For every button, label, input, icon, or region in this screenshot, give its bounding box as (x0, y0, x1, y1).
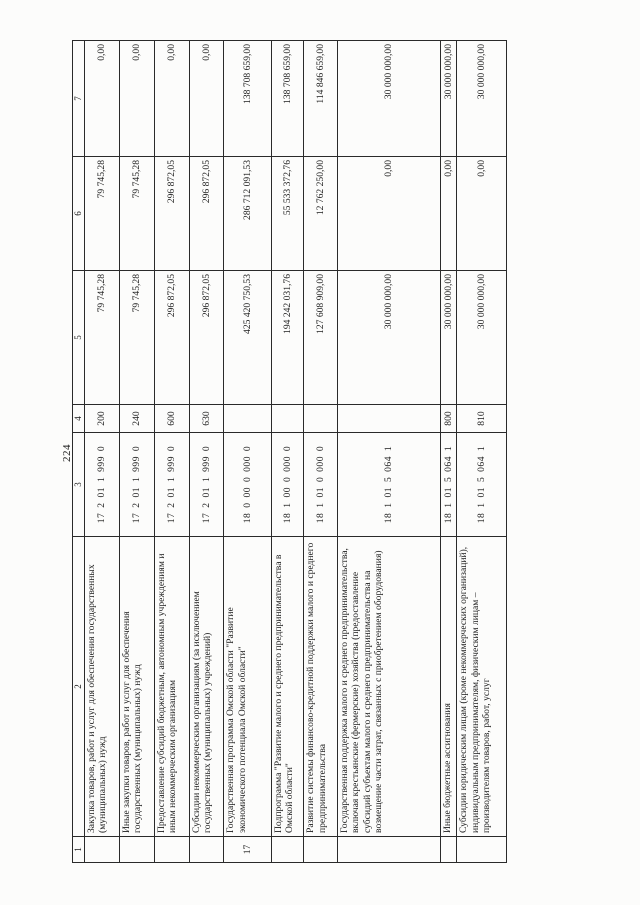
row-number (189, 837, 224, 863)
column-header: 1 (73, 837, 85, 863)
column-header: 6 (73, 157, 85, 271)
amount-regional: 296 872,05 (154, 157, 189, 271)
item-name: Иные бюджетные ассигнования (441, 537, 457, 837)
item-name: Иные закупки товаров, работ и услуг для обеспечения государственных (муниципальных) нужд (119, 537, 154, 837)
row-number (85, 837, 120, 863)
amount-total: 30 000 000,00 (457, 271, 507, 405)
table-row (189, 41, 224, 863)
amount-federal: 138 708 659,00 (224, 41, 271, 157)
budget-code: 17 2 01 1 999 0 (85, 433, 120, 537)
expense-type (337, 405, 440, 433)
table-row (119, 41, 154, 863)
expense-type: 630 (189, 405, 224, 433)
expense-type: 200 (85, 405, 120, 433)
budget-code: 18 1 01 5 064 1 (337, 433, 440, 537)
amount-regional: 296 872,05 (189, 157, 224, 271)
amount-federal: 0,00 (85, 41, 120, 157)
budget-code: 18 1 00 0 000 0 (271, 433, 304, 537)
row-number (441, 837, 457, 863)
table-row (337, 41, 440, 863)
amount-total: 296 872,05 (189, 271, 224, 405)
column-header: 2 (73, 537, 85, 837)
row-number (119, 837, 154, 863)
expense-type (304, 405, 338, 433)
amount-regional: 0,00 (441, 157, 457, 271)
table-row (304, 41, 338, 863)
column-header: 3 (73, 433, 85, 537)
amount-total: 194 242 031,76 (271, 271, 304, 405)
item-name: Субсидии юридическим лицам (кроме некоммерческих организаций), индивидуальным предпринимателям, физическим лицам – производителям товаров, работ, услуг (457, 537, 507, 837)
budget-table-rotated (72, 41, 507, 863)
amount-regional: 79 745,28 (119, 157, 154, 271)
amount-total: 296 872,05 (154, 271, 189, 405)
amount-federal: 138 708 659,00 (271, 41, 304, 157)
amount-federal: 0,00 (154, 41, 189, 157)
amount-federal: 30 000 000,00 (441, 41, 457, 157)
expense-type: 600 (154, 405, 189, 433)
row-number (304, 837, 338, 863)
column-header: 5 (73, 271, 85, 405)
expense-type: 810 (457, 405, 507, 433)
item-name: Предоставление субсидий бюджетным, автономным учреждениям и иным некоммерческим организациям (154, 537, 189, 837)
table-row (85, 41, 120, 863)
item-name: Подпрограмма "Развитие малого и среднего предпринимательства в Омской области" (271, 537, 304, 837)
amount-total: 30 000 000,00 (337, 271, 440, 405)
item-name: Государственная поддержка малого и среднего предпринимательства, включая крестьянские (фермерские) хозяйства (предоставление субсидий субъектам малого и среднего предпринимательства на возмещение части затрат, связанных с приобретением оборудования) (337, 537, 440, 837)
row-number (337, 837, 440, 863)
item-name: Государственная программа Омской области "Развитие экономического потенциала Омской области" (224, 537, 271, 837)
budget-code: 18 0 00 0 000 0 (224, 433, 271, 537)
budget-code: 17 2 01 1 999 0 (154, 433, 189, 537)
amount-federal: 0,00 (189, 41, 224, 157)
expense-type: 800 (441, 405, 457, 433)
amount-federal: 30 000 000,00 (337, 41, 440, 157)
budget-table (72, 40, 507, 863)
amount-regional: 55 533 372,76 (271, 157, 304, 271)
table-row (224, 41, 271, 863)
amount-total: 30 000 000,00 (441, 271, 457, 405)
amount-federal: 0,00 (119, 41, 154, 157)
table-row (154, 41, 189, 863)
amount-federal: 30 000 000,00 (457, 41, 507, 157)
amount-federal: 114 846 659,00 (304, 41, 338, 157)
budget-code: 17 2 01 1 999 0 (189, 433, 224, 537)
row-number (154, 837, 189, 863)
amount-total: 79 745,28 (85, 271, 120, 405)
page-number: 224 (61, 444, 73, 462)
expense-type (224, 405, 271, 433)
amount-total: 127 608 909,00 (304, 271, 338, 405)
amount-regional: 12 762 250,00 (304, 157, 338, 271)
amount-regional: 79 745,28 (85, 157, 120, 271)
amount-regional: 0,00 (457, 157, 507, 271)
item-name: Закупка товаров, работ и услуг для обеспечения государственных (муниципальных) нужд (85, 537, 120, 837)
header-row (73, 41, 85, 863)
table-row (457, 41, 507, 863)
item-name: Субсидии некоммерческим организациям (за исключением государственных (муниципальных) учреждений) (189, 537, 224, 837)
budget-code: 18 1 01 5 064 1 (441, 433, 457, 537)
table-row (441, 41, 457, 863)
row-number (271, 837, 304, 863)
column-header: 4 (73, 405, 85, 433)
budget-code: 18 1 01 5 064 1 (457, 433, 507, 537)
amount-regional: 286 712 091,53 (224, 157, 271, 271)
expense-type (271, 405, 304, 433)
budget-code: 17 2 01 1 999 0 (119, 433, 154, 537)
expense-type: 240 (119, 405, 154, 433)
table-row (271, 41, 304, 863)
row-number (457, 837, 507, 863)
amount-total: 425 420 750,53 (224, 271, 271, 405)
amount-total: 79 745,28 (119, 271, 154, 405)
row-number: 17 (224, 837, 271, 863)
amount-regional: 0,00 (337, 157, 440, 271)
column-header: 7 (73, 41, 85, 157)
budget-code: 18 1 01 0 000 0 (304, 433, 338, 537)
item-name: Развитие системы финансово-кредитной поддержки малого и среднего предпринимательства (304, 537, 338, 837)
